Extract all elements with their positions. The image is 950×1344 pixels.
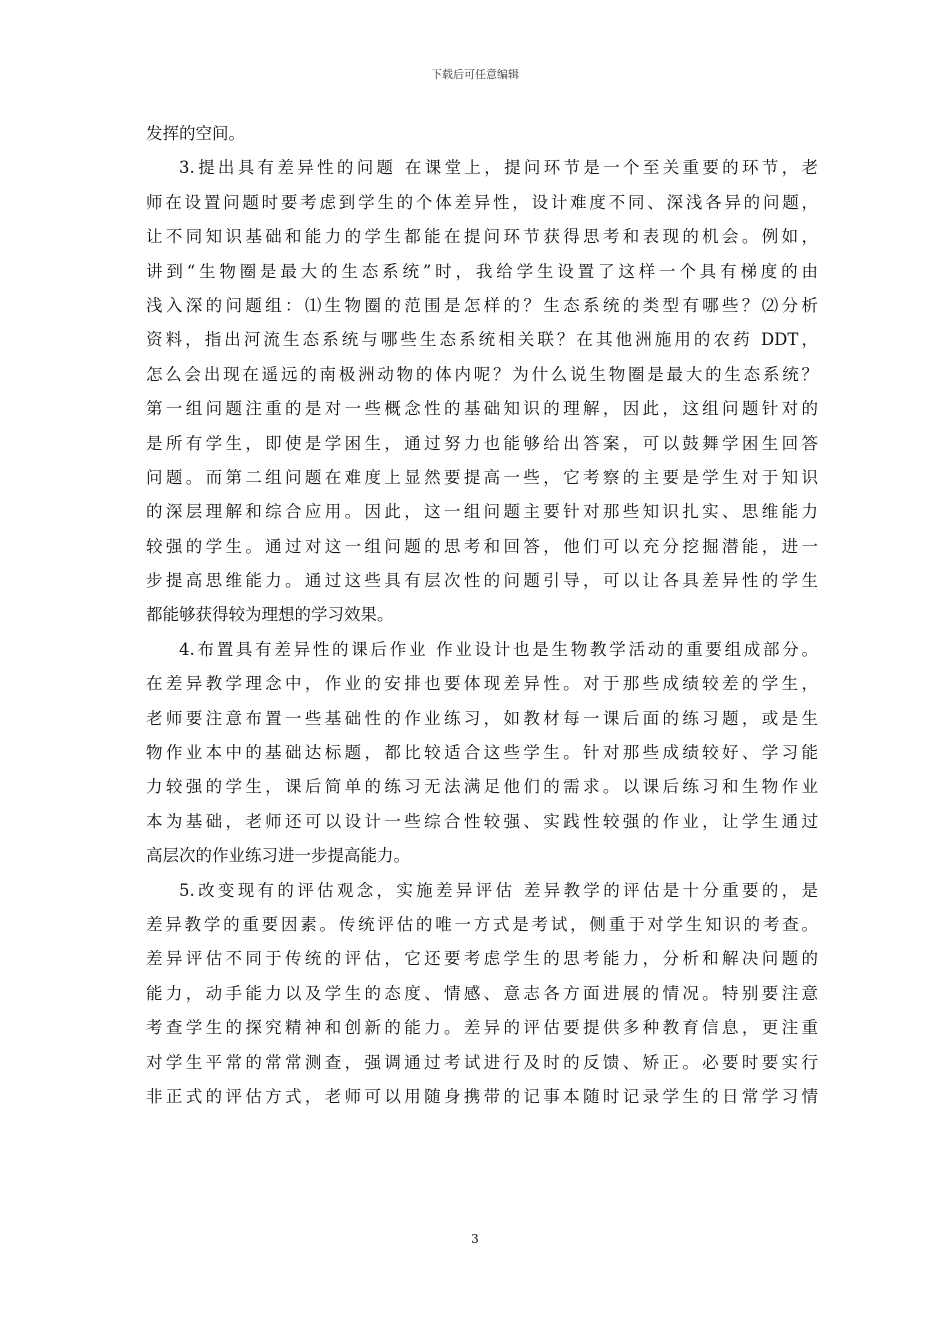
text-line: 较强的学生。通过对这一组问题的思考和回答，他们可以充分挖掘潜能，进一 [146, 536, 818, 556]
text-line: 在差异教学理念中，作业的安排也要体现差异性。对于那些成绩较差的学生， [146, 674, 818, 694]
text-line: 4.布置具有差异性的课后作业 作业设计也是生物教学活动的重要组成部分。 [179, 639, 818, 659]
text-line: 3.提出具有差异性的问题 在课堂上，提问环节是一个至关重要的环节，老 [179, 158, 818, 178]
text-line: 考查学生的探究精神和创新的能力。差异的评估要提供多种教育信息，更注重 [146, 1018, 818, 1038]
text-line: 问题。而第二组问题在难度上显然要提高一些，它考察的主要是学生对于知识 [146, 467, 818, 487]
page-header: 下载后可任意编辑 [431, 68, 519, 81]
text-line: 能力，动手能力以及学生的态度、情感、意志各方面进展的情况。特别要注意 [146, 983, 818, 1003]
text-line: 都能够获得较为理想的学习效果。 [146, 605, 394, 625]
text-line: 高层次的作业练习进一步提高能力。 [146, 846, 410, 866]
text-line: 非正式的评估方式，老师可以用随身携带的记事本随时记录学生的日常学习情 [146, 1086, 818, 1106]
text-line: 第一组问题注重的是对一些概念性的基础知识的理解，因此，这组问题针对的 [146, 399, 818, 419]
document-body [146, 117, 818, 1114]
text-line: 本为基础，老师还可以设计一些综合性较强、实践性较强的作业，让学生通过 [146, 811, 818, 831]
text-line: 步提高思维能力。通过这些具有层次性的问题引导，可以让各具差异性的学生 [146, 571, 818, 591]
text-line: 发挥的空间。 [146, 124, 245, 143]
text-line: 老师要注意布置一些基础性的作业练习，如教材每一课后面的练习题，或是生 [146, 708, 818, 728]
text-line: 让不同知识基础和能力的学生都能在提问环节获得思考和表现的机会。例如， [146, 227, 818, 247]
text-line: 力较强的学生，课后简单的练习无法满足他们的需求。以课后练习和生物作业 [146, 777, 818, 797]
text-line: 差异教学的重要因素。传统评估的唯一方式是考试，侧重于对学生知识的考查。 [146, 914, 818, 934]
text-line: 对学生平常的常常测查，强调通过考试进行及时的反馈、矫正。必要时要实行 [146, 1052, 818, 1072]
text-line: 物作业本中的基础达标题，都比较适合这些学生。针对那些成绩较好、学习能 [146, 743, 818, 763]
text-line: 的深层理解和综合应用。因此，这一组问题主要针对那些知识扎实、思维能力 [146, 502, 818, 522]
text-line: 浅入深的问题组：⑴生物圈的范围是怎样的？生态系统的类型有哪些？⑵分析 [146, 295, 818, 315]
text-line: 5.改变现有的评估观念，实施差异评估 差异教学的评估是十分重要的，是 [179, 880, 818, 900]
text-line: 讲到“生物圈是最大的生态系统”时，我给学生设置了这样一个具有梯度的由 [146, 261, 818, 281]
page-number: 3 [471, 1232, 479, 1246]
text-line: 师在设置问题时要考虑到学生的个体差异性，设计难度不同、深浅各异的问题， [146, 192, 818, 212]
text-line: 差异评估不同于传统的评估，它还要考虑学生的思考能力，分析和解决问题的 [146, 949, 818, 969]
text-line: 资料，指出河流生态系统与哪些生态系统相关联？在其他洲施用的农药 DDT， [146, 330, 818, 350]
text-line: 怎么会出现在遥远的南极洲动物的体内呢？为什么说生物圈是最大的生态系统？ [146, 364, 818, 384]
text-line: 是所有学生，即使是学困生，通过努力也能够给出答案，可以鼓舞学困生回答 [146, 433, 818, 453]
